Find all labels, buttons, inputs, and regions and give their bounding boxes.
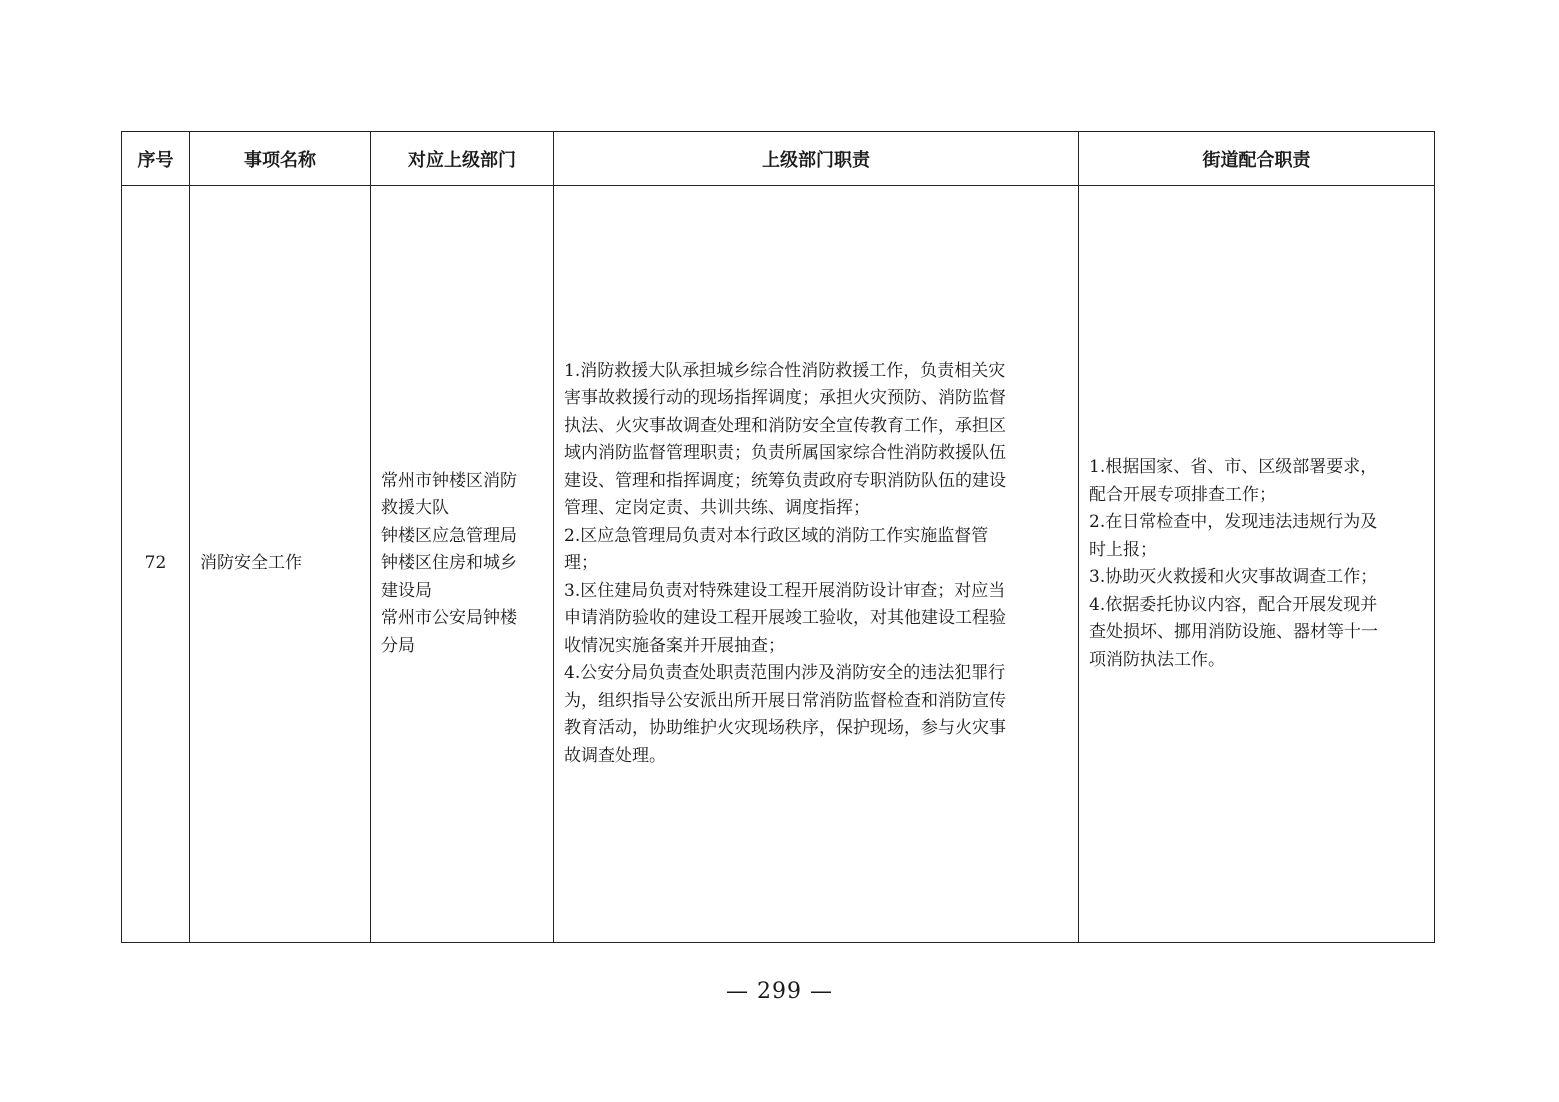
duty-line: 执法、火灾事故调查处理和消防安全宣传教育工作，承担区 xyxy=(564,415,1006,436)
duty-line: 为，组织指导公安派出所开展日常消防监督检查和消防宣传 xyxy=(564,690,1006,711)
street-duty-line: 4.依据委托协议内容，配合开展发现并 xyxy=(1089,594,1378,615)
duty-line: 教育活动，协助维护火灾现场秩序，保护现场，参与火灾事 xyxy=(564,718,1006,739)
street-duty-line: 2.在日常检查中，发现违法违规行为及 xyxy=(1089,512,1378,532)
header-superior-department: 对应上级部门 xyxy=(371,132,554,186)
duty-line: 申请消防验收的建设工程开展竣工验收，对其他建设工程验 xyxy=(564,608,1006,629)
duty-line: 域内消防监督管理职责；负责所属国家综合性消防救援队伍 xyxy=(564,443,1006,464)
row-departments xyxy=(371,186,554,943)
header-item-name: 事项名称 xyxy=(190,132,371,186)
row-item-name: 消防安全工作 xyxy=(190,186,371,943)
table-row xyxy=(122,186,1435,943)
duty-line: 收情况实施备案并开展抽查； xyxy=(564,635,785,656)
header-superior-duties: 上级部门职责 xyxy=(554,132,1079,186)
duty-line: 4.公安分局负责查处职责范围内涉及消防安全的违法犯罪行 xyxy=(564,663,1006,684)
duty-line: 故调查处理。 xyxy=(564,745,666,766)
department-line: 钟楼区住房和城乡 xyxy=(381,553,517,574)
street-duty-line: 3.协助灭火救援和火灾事故调查工作； xyxy=(1089,567,1378,587)
department-line: 常州市钟楼区消防 xyxy=(381,470,517,491)
row-serial-number: 72 xyxy=(122,186,190,943)
street-duty-line: 时上报； xyxy=(1089,539,1157,560)
street-duty-line: 查处损坏、挪用消防设施、器材等十一 xyxy=(1089,622,1378,642)
duty-line: 建设、管理和指挥调度；统筹负责政府专职消防队伍的建设 xyxy=(564,470,1006,491)
duty-line: 管理、定岗定责、共训共练、调度指挥； xyxy=(564,498,870,519)
street-duty-line: 配合开展专项排查工作； xyxy=(1089,484,1276,505)
duty-line: 2.区应急管理局负责对本行政区域的消防工作实施监督管 xyxy=(564,525,989,546)
row-superior-duties xyxy=(554,186,1079,943)
page-number: — 299 — xyxy=(726,979,833,1004)
street-duty-line: 项消防执法工作。 xyxy=(1089,649,1225,670)
table-header-row xyxy=(122,132,1435,186)
header-street-duties: 街道配合职责 xyxy=(1079,132,1435,186)
duty-line: 3.区住建局负责对特殊建设工程开展消防设计审查；对应当 xyxy=(564,580,1006,601)
duty-line: 理； xyxy=(564,553,598,574)
department-line: 分局 xyxy=(381,635,415,656)
responsibility-table xyxy=(121,131,1435,943)
duty-line: 1.消防救援大队承担城乡综合性消防救援工作，负责相关灾 xyxy=(564,360,1006,381)
header-serial-number: 序号 xyxy=(122,132,190,186)
street-duty-line: 1.根据国家、省、市、区级部署要求， xyxy=(1089,457,1378,477)
department-line: 常州市公安局钟楼 xyxy=(381,608,517,629)
department-line: 建设局 xyxy=(381,580,432,601)
row-street-duties xyxy=(1079,186,1435,943)
department-line: 钟楼区应急管理局 xyxy=(381,525,517,546)
duty-line: 害事故救援行动的现场指挥调度；承担火灾预防、消防监督 xyxy=(564,388,1006,409)
department-line: 救援大队 xyxy=(381,498,449,519)
